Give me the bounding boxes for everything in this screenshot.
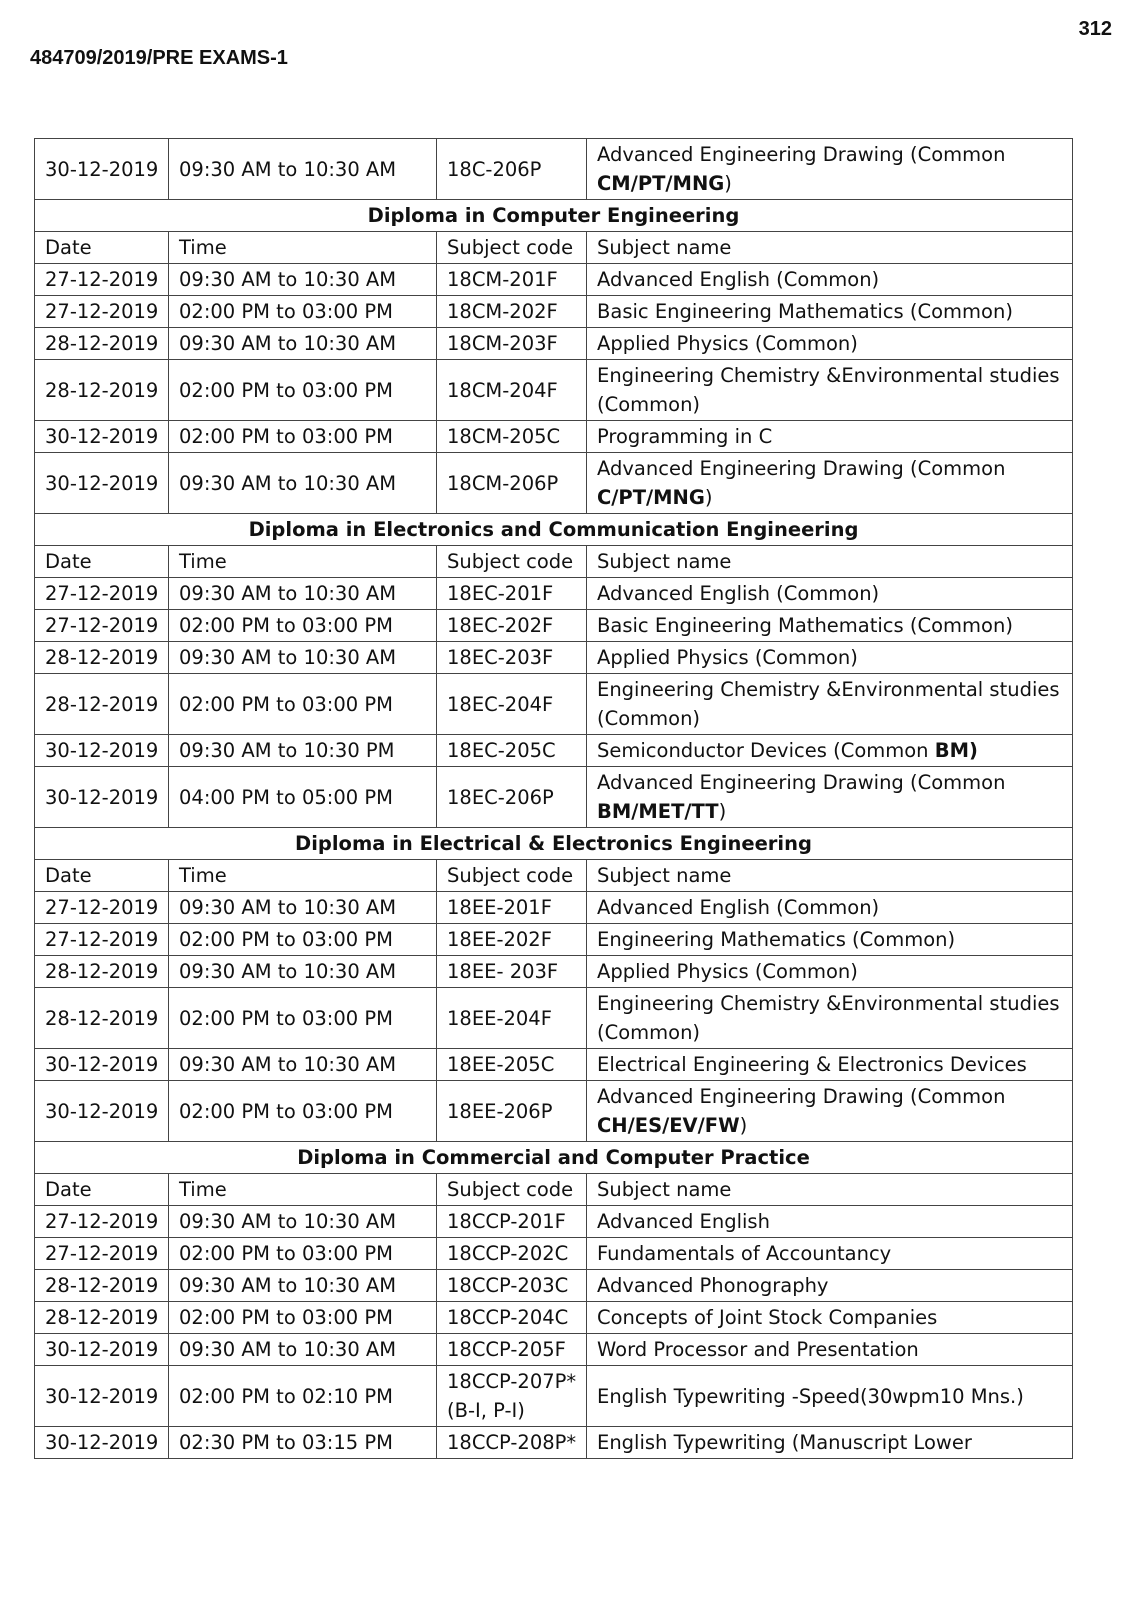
subject-code-text: 18CCP-203C — [447, 1274, 569, 1297]
subject-code-text: 18CM-206P — [447, 471, 559, 495]
column-header-date: Date — [35, 860, 169, 892]
subject-code-text: 18EE-206P — [447, 1099, 553, 1123]
column-header-code: Subject code — [437, 546, 587, 578]
cell-date: 27-12-2019 — [35, 610, 169, 642]
cell-time: 02:00 PM to 03:00 PM — [169, 1238, 437, 1270]
subject-name-text: Applied Physics (Common) — [597, 332, 858, 355]
subject-name-text: Programming in C — [597, 425, 773, 448]
cell-subject-name — [587, 1206, 1073, 1238]
column-header-row — [35, 1174, 1073, 1206]
subject-code-text: 18CCP-207P* — [447, 1370, 577, 1393]
cell-subject-code — [437, 735, 587, 767]
cell-date: 27-12-2019 — [35, 296, 169, 328]
subject-code-text: 18EC-202F — [447, 614, 554, 637]
subject-name-text: Advanced English (Common) — [597, 896, 880, 919]
cell-time: 09:30 AM to 10:30 PM — [169, 735, 437, 767]
subject-name-text: Advanced Engineering Drawing (Common — [597, 457, 1006, 480]
subject-code-text: 18EC-205C — [447, 739, 556, 762]
cell-subject-code — [437, 453, 587, 514]
cell-time: 09:30 AM to 10:30 AM — [169, 139, 437, 200]
cell-time: 09:30 AM to 10:30 AM — [169, 956, 437, 988]
column-header-date: Date — [35, 546, 169, 578]
table-row — [35, 1049, 1073, 1081]
section-title: Diploma in Electrical & Electronics Engineering — [35, 828, 1073, 860]
cell-subject-code — [437, 296, 587, 328]
cell-subject-name — [587, 674, 1073, 735]
cell-date: 28-12-2019 — [35, 988, 169, 1049]
cell-subject-name — [587, 610, 1073, 642]
column-header-name: Subject name — [587, 546, 1073, 578]
section-title: Diploma in Computer Engineering — [35, 200, 1073, 232]
table-row — [35, 1270, 1073, 1302]
cell-subject-name — [587, 735, 1073, 767]
subject-code-text: 18CM-205C — [447, 425, 561, 448]
cell-subject-code — [437, 924, 587, 956]
column-header-code: Subject code — [437, 232, 587, 264]
table-row — [35, 1206, 1073, 1238]
subject-code-text: 18EC-201F — [447, 582, 554, 605]
table-row — [35, 421, 1073, 453]
cell-date: 28-12-2019 — [35, 1270, 169, 1302]
table-row — [35, 924, 1073, 956]
subject-name-text: Electrical Engineering & Electronics Devices — [597, 1053, 1027, 1076]
table-row — [35, 1427, 1073, 1459]
cell-date: 30-12-2019 — [35, 767, 169, 828]
cell-date: 27-12-2019 — [35, 924, 169, 956]
table-row — [35, 767, 1073, 828]
table-row — [35, 892, 1073, 924]
cell-subject-code — [437, 421, 587, 453]
cell-subject-code — [437, 1081, 587, 1142]
cell-subject-code — [437, 1366, 587, 1427]
table-row — [35, 610, 1073, 642]
column-header-time: Time — [169, 546, 437, 578]
table-row — [35, 1302, 1073, 1334]
table-row — [35, 988, 1073, 1049]
cell-date: 30-12-2019 — [35, 735, 169, 767]
table-row — [35, 1334, 1073, 1366]
subject-code-text: 18EE-205C — [447, 1053, 555, 1076]
subject-name-text: English Typewriting -Speed(30wpm10 Mns.) — [597, 1384, 1024, 1408]
subject-name-bold: CM/PT/MNG — [597, 172, 725, 195]
cell-time: 02:00 PM to 03:00 PM — [169, 1302, 437, 1334]
subject-code-text: 18CCP-201F — [447, 1210, 566, 1233]
cell-date: 30-12-2019 — [35, 421, 169, 453]
cell-date: 28-12-2019 — [35, 642, 169, 674]
cell-subject-name — [587, 1334, 1073, 1366]
cell-time: 02:00 PM to 03:00 PM — [169, 1081, 437, 1142]
cell-subject-name — [587, 264, 1073, 296]
cell-date: 30-12-2019 — [35, 139, 169, 200]
section-title-row — [35, 828, 1073, 860]
subject-code-batch: (B-I, P-I) — [447, 1399, 525, 1422]
cell-subject-name — [587, 578, 1073, 610]
cell-date: 27-12-2019 — [35, 892, 169, 924]
cell-time: 09:30 AM to 10:30 AM — [169, 642, 437, 674]
table-row — [35, 1366, 1073, 1427]
cell-subject-code — [437, 360, 587, 421]
cell-time: 09:30 AM to 10:30 AM — [169, 1206, 437, 1238]
cell-subject-code — [437, 892, 587, 924]
cell-subject-name — [587, 453, 1073, 514]
section-title: Diploma in Commercial and Computer Practice — [35, 1142, 1073, 1174]
cell-time: 09:30 AM to 10:30 AM — [169, 892, 437, 924]
subject-name-suffix: ) — [718, 800, 727, 823]
cell-subject-name — [587, 1302, 1073, 1334]
cell-date: 28-12-2019 — [35, 328, 169, 360]
cell-time: 04:00 PM to 05:00 PM — [169, 767, 437, 828]
section-title-row — [35, 200, 1073, 232]
cell-subject-name — [587, 767, 1073, 828]
table-row — [35, 1081, 1073, 1142]
column-header-time: Time — [169, 860, 437, 892]
subject-code-text: 18CCP-208P* — [447, 1431, 577, 1454]
page-number: 312 — [1078, 18, 1112, 40]
file-reference: 484709/2019/PRE EXAMS-1 — [30, 47, 288, 69]
subject-name-bold: BM) — [934, 739, 978, 762]
cell-subject-name — [587, 1366, 1073, 1427]
cell-subject-code — [437, 1238, 587, 1270]
cell-time: 02:00 PM to 03:00 PM — [169, 924, 437, 956]
subject-name-text: Engineering Chemistry &Environmental studies (Common) — [597, 364, 1060, 416]
column-header-code: Subject code — [437, 1174, 587, 1206]
table-row — [35, 578, 1073, 610]
cell-time: 02:00 PM to 03:00 PM — [169, 296, 437, 328]
timetable-table — [34, 138, 1073, 1459]
cell-time: 09:30 AM to 10:30 AM — [169, 328, 437, 360]
table-row — [35, 956, 1073, 988]
cell-time: 02:00 PM to 03:00 PM — [169, 360, 437, 421]
column-header-time: Time — [169, 232, 437, 264]
subject-code-text: 18EC-203F — [447, 646, 554, 669]
subject-name-bold: CH/ES/EV/FW — [597, 1114, 740, 1137]
subject-name-text: Advanced English (Common) — [597, 582, 880, 605]
cell-time: 02:00 PM to 03:00 PM — [169, 610, 437, 642]
cell-date: 28-12-2019 — [35, 956, 169, 988]
subject-name-text: Concepts of Joint Stock Companies — [597, 1306, 938, 1329]
continuation-row — [35, 139, 1073, 200]
subject-name-text: Applied Physics (Common) — [597, 960, 858, 983]
cell-subject-code — [437, 1427, 587, 1459]
cell-subject-name — [587, 924, 1073, 956]
cell-subject-code — [437, 1334, 587, 1366]
cell-time: 02:00 PM to 03:00 PM — [169, 988, 437, 1049]
subject-code-text: 18CM-201F — [447, 268, 558, 291]
table-row — [35, 642, 1073, 674]
column-header-row — [35, 860, 1073, 892]
cell-subject-name — [587, 956, 1073, 988]
cell-subject-code — [437, 674, 587, 735]
table-row — [35, 674, 1073, 735]
subject-code-text: 18CM-203F — [447, 332, 558, 355]
subject-code-text: 18CCP-204C — [447, 1306, 569, 1329]
cell-date: 27-12-2019 — [35, 1238, 169, 1270]
cell-subject-name — [587, 1049, 1073, 1081]
exam-timetable — [34, 138, 1072, 1459]
column-header-row — [35, 546, 1073, 578]
column-header-name: Subject name — [587, 860, 1073, 892]
cell-subject-code — [437, 767, 587, 828]
subject-code-text: 18CM-204F — [447, 378, 558, 402]
subject-code-text: 18EC-204F — [447, 692, 554, 716]
table-row — [35, 360, 1073, 421]
cell-subject-name — [587, 139, 1073, 200]
table-row — [35, 1238, 1073, 1270]
cell-time: 02:30 PM to 03:15 PM — [169, 1427, 437, 1459]
cell-subject-code — [437, 328, 587, 360]
cell-date: 30-12-2019 — [35, 1427, 169, 1459]
cell-subject-name — [587, 1081, 1073, 1142]
cell-subject-name — [587, 421, 1073, 453]
cell-subject-code — [437, 988, 587, 1049]
cell-date: 28-12-2019 — [35, 1302, 169, 1334]
cell-date: 30-12-2019 — [35, 1334, 169, 1366]
subject-name-text: Advanced Engineering Drawing (Common — [597, 771, 1006, 794]
section-title: Diploma in Electronics and Communication Engineering — [35, 514, 1073, 546]
cell-time: 09:30 AM to 10:30 AM — [169, 264, 437, 296]
subject-code-text: 18CCP-202C — [447, 1242, 569, 1265]
cell-subject-name — [587, 1427, 1073, 1459]
section-title-row — [35, 1142, 1073, 1174]
cell-subject-name — [587, 360, 1073, 421]
subject-name-text: Advanced English (Common) — [597, 268, 880, 291]
column-header-time: Time — [169, 1174, 437, 1206]
cell-date: 30-12-2019 — [35, 1366, 169, 1427]
cell-date: 30-12-2019 — [35, 453, 169, 514]
table-row — [35, 296, 1073, 328]
cell-time: 09:30 AM to 10:30 AM — [169, 1049, 437, 1081]
cell-subject-code — [437, 956, 587, 988]
cell-subject-name — [587, 988, 1073, 1049]
cell-date: 27-12-2019 — [35, 578, 169, 610]
cell-date: 27-12-2019 — [35, 264, 169, 296]
cell-subject-code — [437, 264, 587, 296]
cell-subject-name — [587, 1238, 1073, 1270]
section-title-row — [35, 514, 1073, 546]
table-row — [35, 453, 1073, 514]
subject-name-suffix: ) — [724, 172, 732, 195]
table-row — [35, 735, 1073, 767]
subject-name-text: Advanced Phonography — [597, 1274, 829, 1297]
subject-code-text: 18CM-202F — [447, 300, 558, 323]
subject-name-suffix: ) — [739, 1114, 748, 1137]
cell-time: 09:30 AM to 10:30 AM — [169, 1270, 437, 1302]
subject-name-text: Advanced English — [597, 1210, 770, 1233]
subject-code-text: 18EE-204F — [447, 1006, 552, 1030]
cell-time: 02:00 PM to 03:00 PM — [169, 674, 437, 735]
table-row — [35, 264, 1073, 296]
subject-name-text: Engineering Chemistry &Environmental studies (Common) — [597, 678, 1060, 730]
subject-code-text: 18EE- 203F — [447, 960, 559, 983]
subject-name-text: Basic Engineering Mathematics (Common) — [597, 614, 1013, 637]
column-header-date: Date — [35, 1174, 169, 1206]
subject-name-text: Fundamentals of Accountancy — [597, 1242, 892, 1265]
subject-name-text: Advanced Engineering Drawing (Common — [597, 143, 1006, 166]
column-header-name: Subject name — [587, 232, 1073, 264]
cell-subject-name — [587, 328, 1073, 360]
cell-date: 28-12-2019 — [35, 674, 169, 735]
cell-subject-name — [587, 1270, 1073, 1302]
subject-name-text: Advanced Engineering Drawing (Common — [597, 1085, 1006, 1108]
cell-subject-code — [437, 610, 587, 642]
subject-name-text: Semiconductor Devices (Common — [597, 739, 935, 762]
cell-date: 28-12-2019 — [35, 360, 169, 421]
subject-name-text: Engineering Chemistry &Environmental studies (Common) — [597, 992, 1060, 1044]
subject-code-text: 18EE-202F — [447, 928, 552, 951]
table-row — [35, 328, 1073, 360]
cell-subject-code — [437, 1270, 587, 1302]
cell-date: 30-12-2019 — [35, 1081, 169, 1142]
cell-subject-name — [587, 892, 1073, 924]
cell-subject-code: 18C-206P — [437, 139, 587, 200]
subject-name-bold: BM/MET/TT — [597, 800, 719, 823]
column-header-row — [35, 232, 1073, 264]
subject-name-bold: C/PT/MNG — [597, 486, 705, 509]
cell-subject-name — [587, 642, 1073, 674]
subject-name-text: Basic Engineering Mathematics (Common) — [597, 300, 1013, 323]
cell-subject-code — [437, 1302, 587, 1334]
subject-name-text: Applied Physics (Common) — [597, 646, 858, 669]
cell-time: 02:00 PM to 02:10 PM — [169, 1366, 437, 1427]
subject-name-text: English Typewriting (Manuscript Lower — [597, 1431, 972, 1454]
cell-subject-code — [437, 1206, 587, 1238]
subject-name-suffix: ) — [704, 486, 713, 509]
subject-code-text: 18EE-201F — [447, 896, 552, 919]
cell-date: 27-12-2019 — [35, 1206, 169, 1238]
cell-time: 09:30 AM to 10:30 AM — [169, 1334, 437, 1366]
cell-subject-name — [587, 296, 1073, 328]
cell-time: 09:30 AM to 10:30 AM — [169, 578, 437, 610]
subject-code-text: 18EC-206P — [447, 785, 554, 809]
cell-date: 30-12-2019 — [35, 1049, 169, 1081]
cell-subject-code — [437, 1049, 587, 1081]
subject-name-text: Engineering Mathematics (Common) — [597, 928, 956, 951]
cell-subject-code — [437, 578, 587, 610]
subject-name-text: Word Processor and Presentation — [597, 1338, 919, 1361]
column-header-date: Date — [35, 232, 169, 264]
cell-subject-code — [437, 642, 587, 674]
cell-time: 09:30 AM to 10:30 AM — [169, 453, 437, 514]
column-header-name: Subject name — [587, 1174, 1073, 1206]
cell-time: 02:00 PM to 03:00 PM — [169, 421, 437, 453]
column-header-code: Subject code — [437, 860, 587, 892]
subject-code-text: 18CCP-205F — [447, 1338, 566, 1361]
